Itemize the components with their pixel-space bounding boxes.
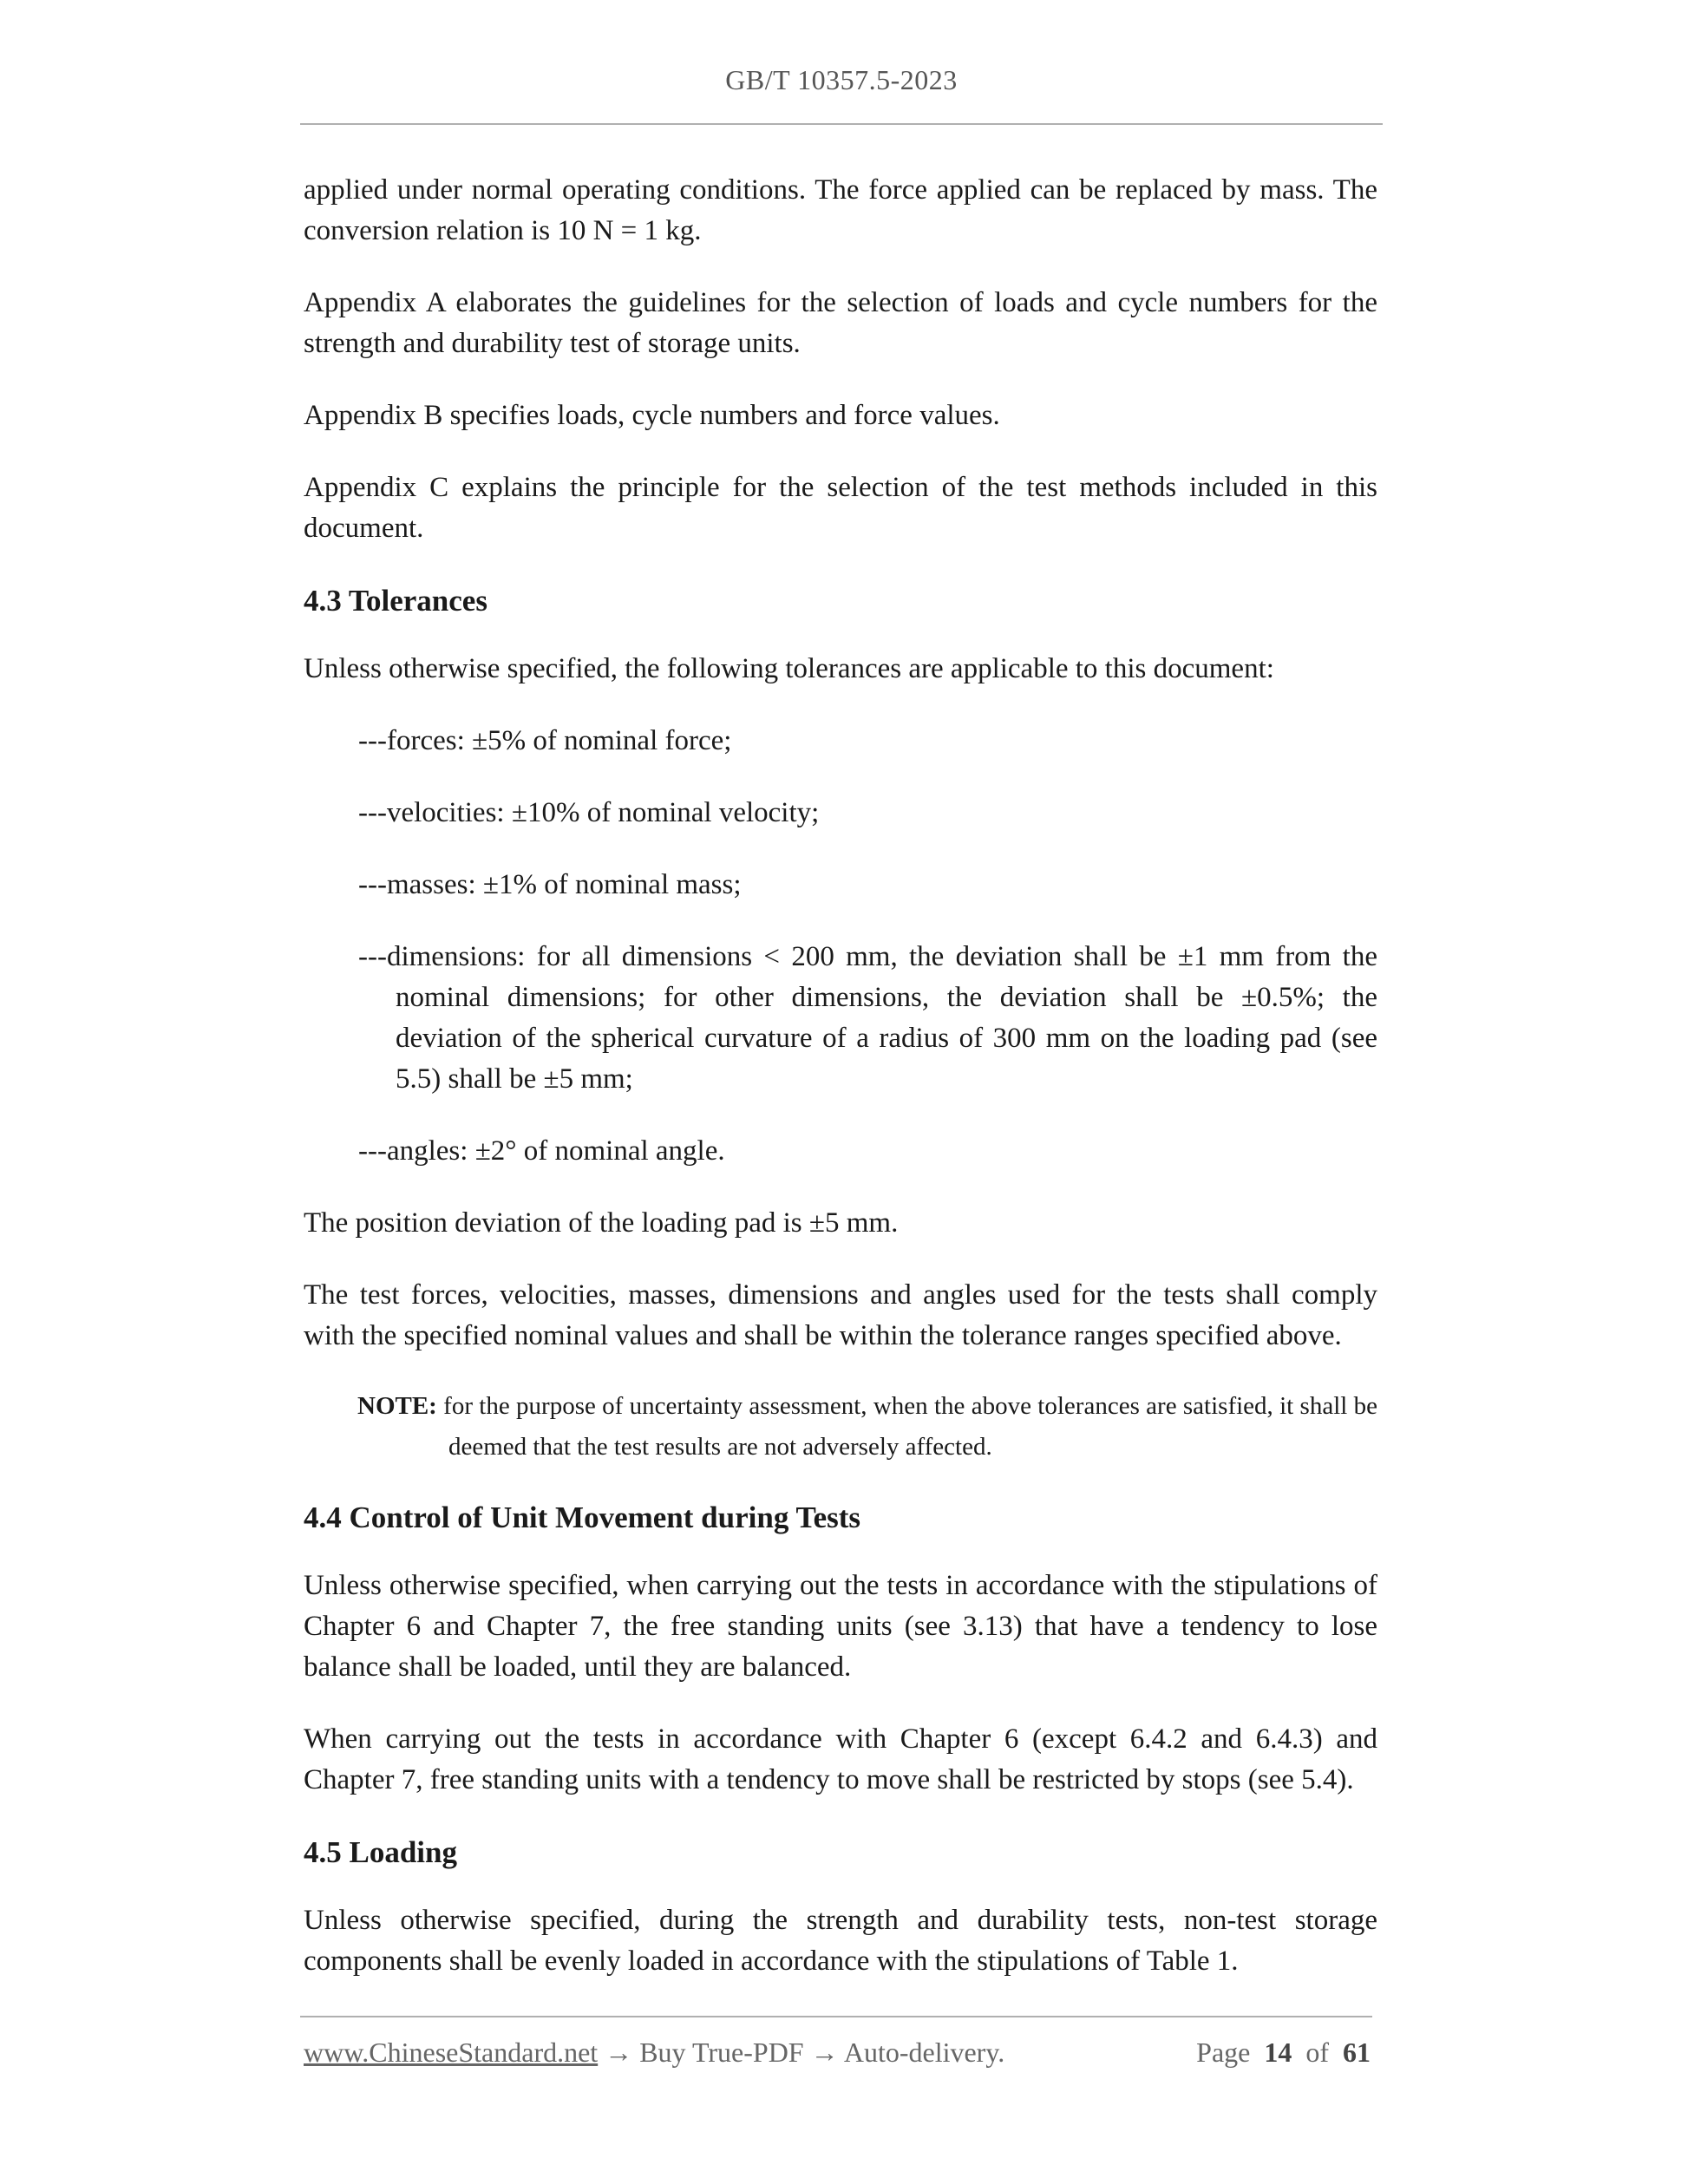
- page-total: 61: [1343, 2037, 1371, 2068]
- footer-divider: [300, 2016, 1372, 2017]
- tolerance-item-velocities: ---velocities: ±10% of nominal velocity;: [358, 797, 820, 828]
- page-header-standard-id: GB/T 10357.5-2023: [725, 64, 958, 95]
- paragraph: Unless otherwise specified, during the strength and durability tests, non-test storage components shall be evenly loaded in accordance with the stipulations of Table 1.: [304, 1905, 1377, 1977]
- paragraph: The test forces, velocities, masses, dimensions and angles used for the tests shall comply with the specified nominal values and shall be within the tolerance ranges specified above.: [304, 1279, 1377, 1351]
- tolerance-item-forces: ---forces: ±5% of nominal force;: [358, 725, 732, 756]
- paragraph: When carrying out the tests in accordance with Chapter 6 (except 6.4.2 and 6.4.3) and Chapter 7, free standing units with a tendency to move shall be restricted by stops (see 5.4).: [304, 1723, 1377, 1795]
- note-block: [357, 1386, 1377, 1468]
- document-body: [304, 170, 1377, 2013]
- section-heading-4-4: 4.4 Control of Unit Movement during Tests: [304, 1501, 861, 1534]
- paragraph: Appendix A elaborates the guidelines for the selection of loads and cycle numbers for the strength and durability test of storage units.: [304, 287, 1377, 359]
- page-number: [1196, 2037, 1371, 2069]
- site-link[interactable]: www.ChineseStandard.net: [304, 2037, 599, 2068]
- tolerance-item-dimensions: ---dimensions: for all dimensions < 200 mm, the deviation shall be ±1 mm from the nominal dimensions; for other dimensions, the deviation shall be ±0.5%; the deviation of the spherical curvature of a radius of 300 mm on the loading pad (see 5.5) shall be ±5 mm;: [358, 941, 1377, 1095]
- section-heading-4-3: 4.3 Tolerances: [304, 584, 487, 618]
- footer-promo: [304, 2037, 1004, 2069]
- tolerance-list: [304, 721, 1377, 1172]
- paragraph: Appendix B specifies loads, cycle numbers and force values.: [304, 400, 1000, 431]
- paragraph: applied under normal operating conditions. The force applied can be replaced by mass. The conversion relation is 10 N = 1 kg.: [304, 174, 1377, 246]
- header-divider: [300, 123, 1383, 125]
- footer-promo-text: → Buy True-PDF → Auto-delivery.: [598, 2037, 1005, 2068]
- section-heading-4-5: 4.5 Loading: [304, 1835, 457, 1869]
- page-label: Page: [1196, 2037, 1251, 2068]
- note-text: for the purpose of uncertainty assessment, when the above tolerances are satisfied, it shall be deemed that the test results are not adversely affected.: [443, 1392, 1377, 1461]
- page-current: 14: [1264, 2037, 1292, 2068]
- tolerance-item-masses: ---masses: ±1% of nominal mass;: [358, 869, 742, 900]
- paragraph: Unless otherwise specified, when carrying out the tests in accordance with the stipulations of Chapter 6 and Chapter 7, the free standing units (see 3.13) that have a tendency to lose balance shall be loaded, until they are balanced.: [304, 1570, 1377, 1683]
- tolerance-item-angles: ---angles: ±2° of nominal angle.: [358, 1135, 725, 1167]
- note-label: NOTE:: [357, 1392, 437, 1420]
- page-of: of: [1305, 2037, 1329, 2068]
- paragraph: The position deviation of the loading pad is ±5 mm.: [304, 1207, 899, 1239]
- paragraph: Appendix C explains the principle for the selection of the test methods included in this document.: [304, 472, 1377, 544]
- paragraph: Unless otherwise specified, the following tolerances are applicable to this document:: [304, 653, 1274, 684]
